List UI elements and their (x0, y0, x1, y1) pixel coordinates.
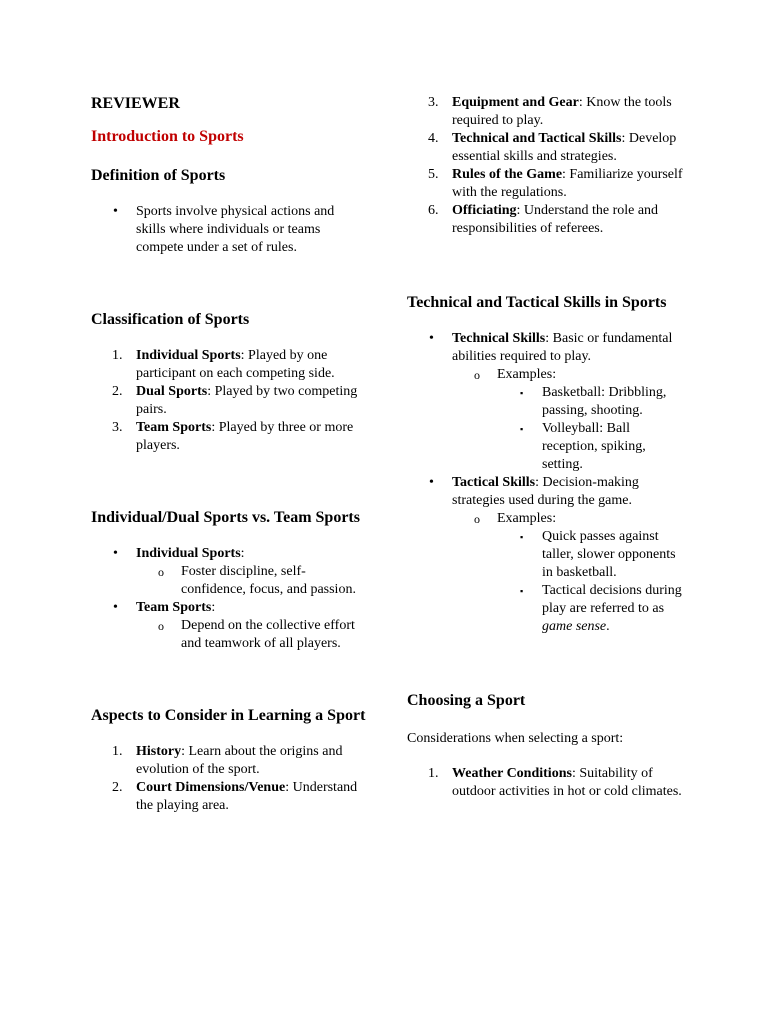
list-item (407, 765, 687, 801)
list-number: 2. (112, 780, 123, 795)
sub-list (136, 563, 366, 599)
period: . (606, 619, 610, 634)
bullet-icon: • (113, 204, 118, 219)
circle-bullet-icon: o (158, 565, 164, 579)
definition-text: Sports involve physical actions and skills where individuals or teams compete under a set of rules. (136, 204, 335, 255)
list-desc: : Basic or fundamental abilities required to play. (452, 331, 673, 364)
aspects-list-part2 (407, 94, 687, 238)
list-item (91, 599, 366, 653)
example-list (497, 528, 687, 636)
list-desc: : Develop essential skills and strategies. (452, 131, 677, 164)
left-column (91, 94, 366, 815)
emphasis-term: game sense (542, 619, 607, 634)
list-term: Officiating (452, 203, 517, 218)
bullet-icon: • (113, 546, 118, 561)
document-title: REVIEWER (91, 95, 180, 112)
definition-list (91, 203, 366, 257)
list-number: 2. (112, 384, 123, 399)
list-item (407, 474, 687, 636)
list-number: 3. (428, 95, 439, 110)
square-bullet-icon: ▪ (520, 388, 524, 398)
list-item (407, 166, 687, 202)
list-item (91, 743, 366, 779)
comparison-list (91, 545, 366, 653)
choosing-list (407, 765, 687, 801)
list-desc: : Suitability of outdoor activities in hot or cold climates. (452, 766, 682, 799)
list-term: Weather Conditions (452, 766, 572, 781)
list-item (91, 347, 366, 383)
bullet-icon: • (113, 600, 118, 615)
sub-list-item (136, 563, 366, 599)
list-number: 1. (112, 348, 123, 363)
list-item (407, 94, 687, 130)
classification-list (91, 347, 366, 455)
example-text: Quick passes against taller, slower opponents in basketball. (542, 529, 676, 580)
sub-list-text: Depend on the collective effort and teamwork of all players. (181, 618, 355, 651)
circle-bullet-icon: o (474, 368, 480, 382)
list-term: Individual Sports (136, 546, 241, 561)
list-desc: : Know the tools required to play. (452, 95, 672, 128)
list-desc: : Played by two competing pairs. (136, 384, 358, 417)
list-term: Team Sports (136, 600, 212, 615)
list-item (91, 545, 366, 599)
example-text: Volleyball: Ball reception, spiking, setting. (542, 421, 646, 472)
list-term: Team Sports (136, 420, 212, 435)
bullet-icon: • (429, 331, 434, 346)
skills-list (407, 330, 687, 636)
square-bullet-icon: ▪ (520, 586, 524, 596)
list-desc: : Learn about the origins and evolution of the sport. (136, 744, 343, 777)
sub-list (136, 617, 366, 653)
list-term: Equipment and Gear (452, 95, 579, 110)
list-term: Tactical Skills (452, 475, 536, 490)
list-item (91, 779, 366, 815)
sub-list-item (452, 366, 687, 474)
list-number: 3. (112, 420, 123, 435)
list-item (91, 419, 366, 455)
list-term: Individual Sports (136, 348, 241, 363)
list-item (91, 203, 366, 257)
list-desc: : Understand the role and responsibilities of referees. (452, 203, 659, 236)
list-desc: : Understand the playing area. (136, 780, 358, 813)
aspects-heading: Aspects to Consider in Learning a Sport (91, 707, 366, 724)
list-desc: : Decision-making strategies used during the game. (452, 475, 639, 508)
examples-label: Examples: (497, 511, 557, 526)
sub-list (452, 510, 687, 636)
colon: : (240, 546, 245, 561)
example-text: Tactical decisions during play are referred to as (542, 583, 682, 616)
example-item (497, 384, 687, 420)
list-item (91, 383, 366, 419)
comparison-heading: Individual/Dual Sports vs. Team Sports (91, 509, 360, 526)
list-desc: : Played by one participant on each competing side. (136, 348, 335, 381)
list-number: 1. (112, 744, 123, 759)
square-bullet-icon: ▪ (520, 424, 524, 434)
list-term: Rules of the Game (452, 167, 563, 182)
list-term: Dual Sports (136, 384, 208, 399)
list-term: Court Dimensions/Venue (136, 780, 286, 795)
example-item (497, 528, 687, 582)
list-term: Technical and Tactical Skills (452, 131, 622, 146)
colon: : (211, 600, 216, 615)
square-bullet-icon: ▪ (520, 532, 524, 542)
examples-label: Examples: (497, 367, 557, 382)
classification-heading: Classification of Sports (91, 311, 250, 328)
sub-list-item (136, 617, 366, 653)
sub-list-item (452, 510, 687, 636)
list-number: 1. (428, 766, 439, 781)
sub-list-text: Foster discipline, self-confidence, focus, and passion. (181, 564, 356, 597)
example-item (497, 582, 687, 636)
definition-heading: Definition of Sports (91, 167, 226, 184)
list-item (407, 330, 687, 474)
list-number: 4. (428, 131, 439, 146)
example-item (497, 420, 687, 474)
list-term: Technical Skills (452, 331, 546, 346)
list-number: 5. (428, 167, 439, 182)
choosing-intro: Considerations when selecting a sport: (407, 731, 624, 746)
choosing-heading: Choosing a Sport (407, 692, 526, 709)
skills-heading: Technical and Tactical Skills in Sports (407, 294, 667, 311)
example-list (497, 384, 687, 474)
bullet-icon: • (429, 475, 434, 490)
list-item (407, 130, 687, 166)
list-desc: : Familiarize yourself with the regulations. (452, 167, 683, 200)
circle-bullet-icon: o (158, 619, 164, 633)
example-text: Basketball: Dribbling, passing, shooting. (542, 385, 667, 418)
list-desc: : Played by three or more players. (136, 420, 354, 453)
list-number: 6. (428, 203, 439, 218)
circle-bullet-icon: o (474, 512, 480, 526)
sub-list (452, 366, 687, 474)
aspects-list-part1 (91, 743, 366, 815)
list-item (407, 202, 687, 238)
right-column (407, 94, 687, 801)
list-term: History (136, 744, 182, 759)
intro-heading: Introduction to Sports (91, 128, 244, 145)
